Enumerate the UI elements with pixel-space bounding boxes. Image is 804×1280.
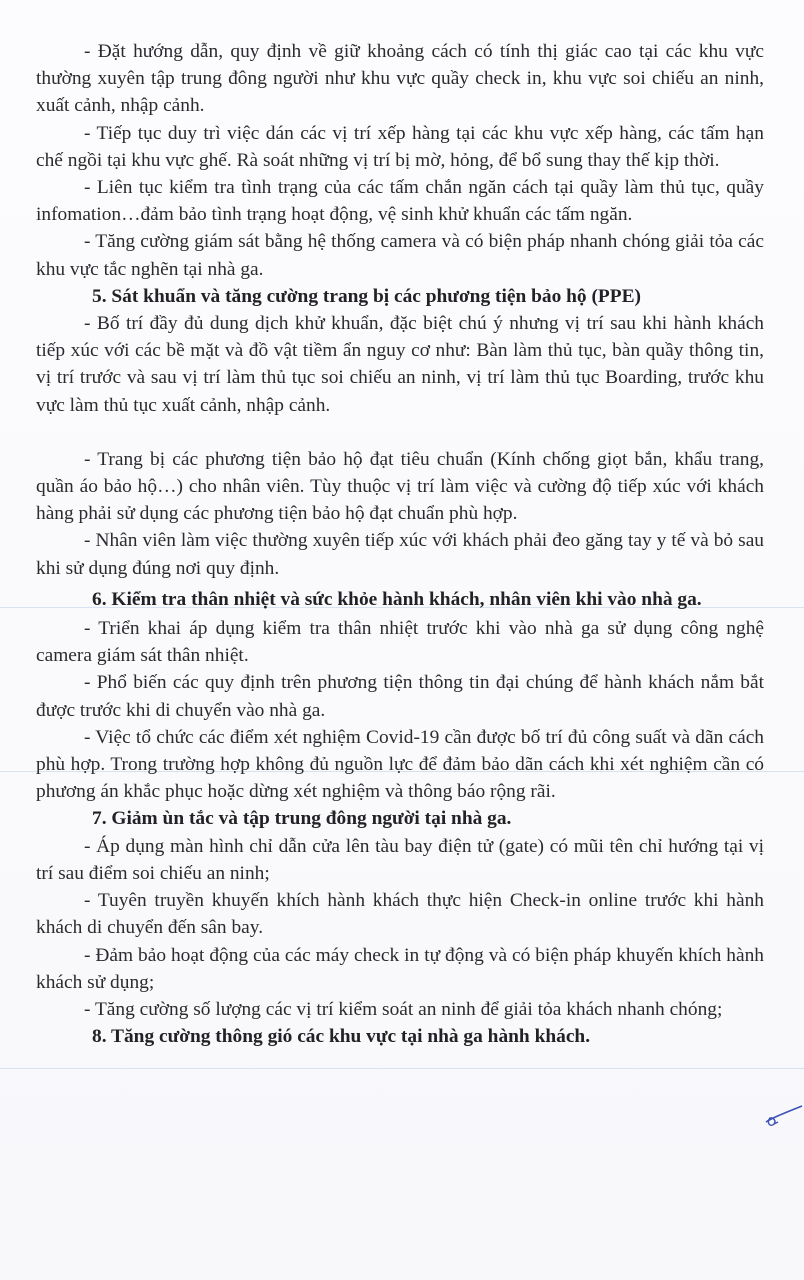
section-heading-6: 6. Kiểm tra thân nhiệt và sức khỏe hành khách, nhân viên khi vào nhà ga.	[92, 588, 702, 610]
paragraph: - Tăng cường giám sát bằng hệ thống camera và có biện pháp nhanh chóng giải tỏa các khu vực tắc nghẽn tại nhà ga.	[36, 231, 764, 280]
document-body	[36, 38, 764, 1050]
section-heading-5: 5. Sát khuẩn và tăng cường trang bị các phương tiện bảo hộ (PPE)	[92, 285, 641, 307]
paragraph: - Tuyên truyền khuyến khích hành khách thực hiện Check-in online trước khi hành khách di chuyển đến sân bay.	[36, 890, 764, 939]
section-heading-7: 7. Giảm ùn tắc và tập trung đông người tại nhà ga.	[92, 808, 512, 830]
paragraph: - Tăng cường số lượng các vị trí kiểm soát an ninh để giải tỏa khách nhanh chóng;	[84, 998, 723, 1020]
paragraph: - Đảm bảo hoạt động của các máy check in tự động và có biện pháp khuyến khích hành khách sử dụng;	[36, 944, 764, 993]
section-heading-8: 8. Tăng cường thông gió các khu vực tại nhà ga hành khách.	[92, 1026, 591, 1048]
paragraph: - Nhân viên làm việc thường xuyên tiếp xúc với khách phải đeo găng tay y tế và bỏ sau khi sử dụng đúng nơi quy định.	[36, 530, 764, 579]
scan-line	[0, 1068, 804, 1069]
paragraph: - Áp dụng màn hình chỉ dẫn cửa lên tàu bay điện tử (gate) có mũi tên chỉ hướng tại vị trí sau điểm soi chiếu an ninh;	[36, 835, 764, 884]
paragraph: - Phổ biến các quy định trên phương tiện thông tin đại chúng để hành khách nắm bắt được trước khi di chuyển vào nhà ga.	[36, 672, 764, 721]
blank-gap	[36, 419, 764, 446]
paragraph: - Trang bị các phương tiện bảo hộ đạt tiêu chuẩn (Kính chống giọt bắn, khẩu trang, quần áo bảo hộ…) cho nhân viên. Tùy thuộc vị trí làm việc và cường độ tiếp xúc với khách hàng phải sử dụng các phương tiện bảo hộ đạt chuẩn phù hợp.	[36, 448, 764, 525]
paragraph: - Bố trí đầy đủ dung dịch khử khuẩn, đặc biệt chú ý nhưng vị trí sau khi hành khách tiếp xúc với các bề mặt và đồ vật tiềm ẩn nguy cơ như: Bàn làm thủ tục, bàn quầy thông tin, vị trí trước và sau vị trí làm thủ tục soi chiếu an ninh, vị trí làm thủ tục Boarding, trước khu vực làm thủ tục xuất cảnh, nhập cảnh.	[36, 313, 764, 416]
paragraph: - Liên tục kiểm tra tình trạng của các tấm chắn ngăn cách tại quầy làm thủ tục, quầy infomation…đảm bảo tình trạng hoạt động, vệ sinh khử khuẩn các tấm ngăn.	[36, 177, 764, 226]
paragraph: - Việc tổ chức các điểm xét nghiệm Covid-19 cần được bố trí đủ công suất và dãn cách phù hợp. Trong trường hợp không đủ nguồn lực để đảm bảo dãn cách khi xét nghiệm cần có phương án khắc phục hoặc dừng xét nghiệm và thông báo rộng rãi.	[36, 726, 764, 803]
initial-mark-icon	[764, 1100, 804, 1130]
paragraph: - Đặt hướng dẫn, quy định về giữ khoảng cách có tính thị giác cao tại các khu vực thường xuyên tập trung đông người như khu vực quầy check in, khu vực soi chiếu an ninh, xuất cảnh, nhập cảnh.	[36, 41, 764, 117]
paragraph: - Tiếp tục duy trì việc dán các vị trí xếp hàng tại các khu vực xếp hàng, các tấm hạn chế ngồi tại khu vực ghế. Rà soát những vị trí bị mờ, hỏng, để bổ sung thay thế kịp thời.	[36, 122, 764, 171]
paragraph: - Triển khai áp dụng kiểm tra thân nhiệt trước khi vào nhà ga sử dụng công nghệ camera giám sát thân nhiệt.	[36, 618, 764, 667]
